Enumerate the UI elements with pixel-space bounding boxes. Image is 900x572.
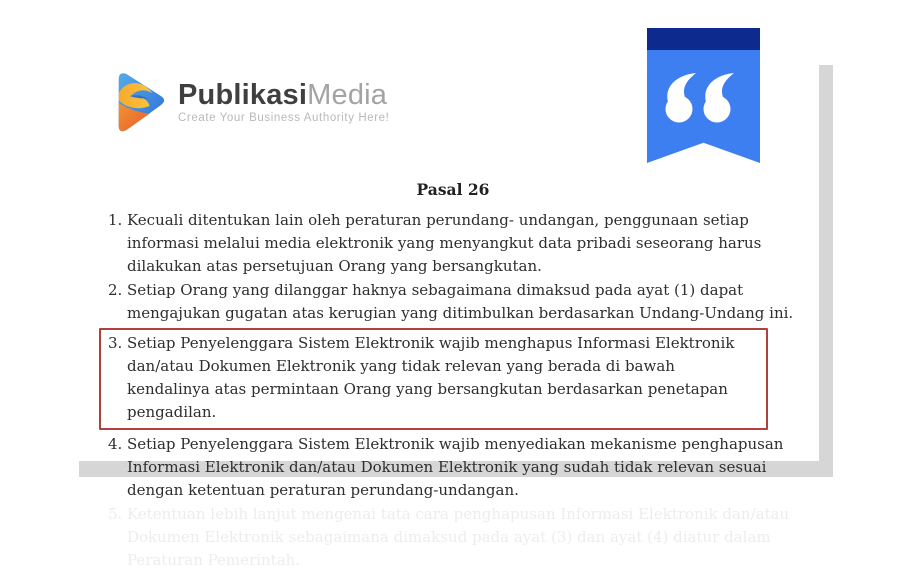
list-item-5	[108, 503, 798, 572]
play-triangle-bird-logo-icon	[110, 68, 168, 136]
item-number: 4.	[108, 435, 123, 453]
faded-list-item-5	[108, 503, 798, 569]
legal-text-block	[108, 178, 798, 569]
item-number: 3.	[108, 334, 123, 352]
double-quote-icon	[665, 72, 743, 124]
highlight-red-box	[99, 328, 768, 430]
item-number: 5.	[108, 505, 123, 523]
logo-tagline: Create Your Business Authority Here!	[178, 112, 390, 124]
item-number: 2.	[108, 281, 123, 299]
bookmark-top-band	[647, 28, 760, 50]
item-text: Kecuali ditentukan lain oleh peraturan perundang- undangan, penggunaan setiap informasi melalui media elektronik yang menyangkut data pribadi seseorang harus dilakukan atas persetujuan Orang yang bersangkutan.	[127, 211, 762, 275]
quote-bookmark-icon	[647, 28, 760, 163]
logo-wordmark-primary: Publikasi	[178, 79, 308, 111]
logo-wordmark	[178, 80, 389, 110]
item-number: 1.	[108, 211, 123, 229]
page-title: Pasal 26	[416, 180, 490, 199]
publikasi-media-logo	[110, 68, 389, 136]
list-item-2	[108, 279, 798, 325]
item-text: Ketentuan lebih lanjut mengenai tata cara penghapusan Informasi Elektronik dan/atau Dokumen Elektronik sebagaimana dimaksud pada ayat (3) dan ayat (4) diatur dalam Peraturan Pemerintah.	[127, 505, 790, 569]
list-item-4	[108, 433, 798, 502]
list-item-1	[108, 209, 798, 278]
item-text: Setiap Penyelenggara Sistem Elektronik wajib menyediakan mekanisme penghapusan Informasi Elektronik dan/atau Dokumen Elektronik yang sudah tidak relevan sesuai dengan ketentuan peraturan perundang-undangan.	[127, 435, 784, 499]
item-text: Setiap Penyelenggara Sistem Elektronik wajib menghapus Informasi Elektronik dan/atau Dokumen Elektronik yang tidak relevan yang berada di bawah kendalinya atas permintaan Orang yang bersangkutan berdasarkan penetapan pengadilan.	[127, 334, 735, 421]
list-item-3	[108, 332, 758, 424]
logo-wordmark-secondary: Media	[307, 79, 388, 111]
item-text: Setiap Orang yang dilanggar haknya sebagaimana dimaksud pada ayat (1) dapat mengajukan gugatan atas kerugian yang ditimbulkan berdasarkan Undang-Undang ini.	[127, 281, 794, 322]
